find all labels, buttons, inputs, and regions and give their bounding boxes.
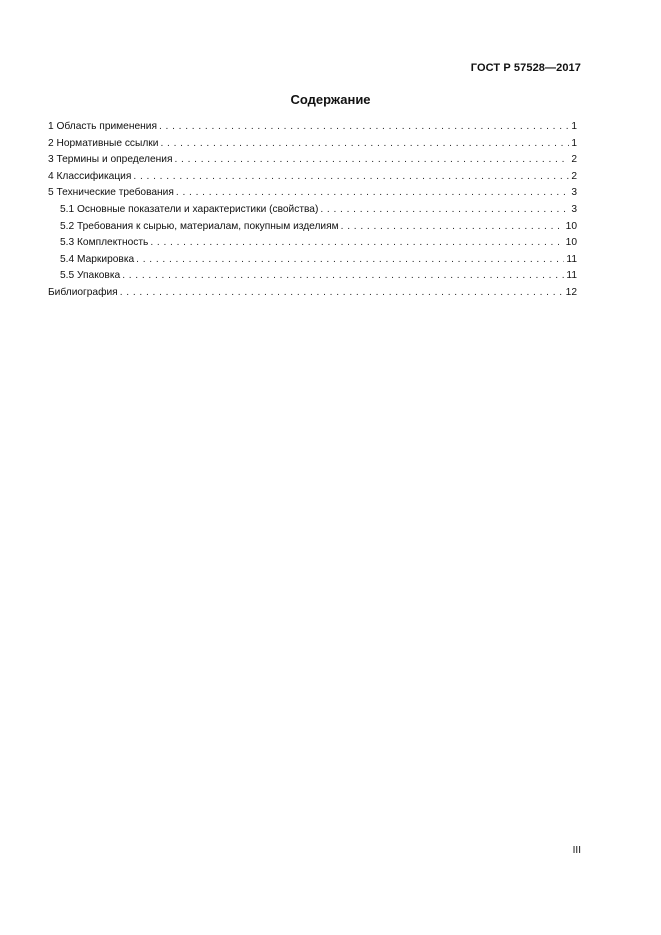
toc-entry-page: 12 bbox=[565, 286, 577, 298]
toc-entry[interactable] bbox=[48, 136, 577, 153]
toc-leader-dots bbox=[136, 252, 564, 269]
toc-entry[interactable] bbox=[48, 152, 577, 169]
toc-entry[interactable] bbox=[48, 285, 577, 302]
toc-entry-label: 5.3 Комплектность bbox=[60, 237, 149, 249]
toc-entry[interactable] bbox=[48, 169, 577, 186]
toc-subentry[interactable] bbox=[48, 268, 577, 285]
toc-leader-dots bbox=[159, 119, 569, 136]
toc-entry-label: 5.2 Требования к сырью, материалам, покупным изделиям bbox=[60, 220, 339, 232]
toc-leader-dots bbox=[176, 185, 569, 202]
toc-entry-page: 2 bbox=[571, 170, 577, 182]
toc-subentry[interactable] bbox=[48, 219, 577, 236]
toc-entry-label: 5.4 Маркировка bbox=[60, 253, 135, 265]
toc-leader-dots bbox=[120, 285, 564, 302]
toc-title: Содержание bbox=[290, 92, 371, 107]
toc-leader-dots bbox=[133, 169, 569, 186]
toc-leader-dots bbox=[122, 268, 564, 285]
toc-entry-label: 3 Термины и определения bbox=[48, 154, 173, 166]
toc-entry-label: 4 Классификация bbox=[48, 170, 132, 182]
toc-entry-page: 2 bbox=[571, 154, 577, 166]
toc-entry[interactable] bbox=[48, 185, 577, 202]
toc-entry-page: 10 bbox=[565, 220, 577, 232]
toc-entry-page: 1 bbox=[571, 121, 577, 132]
toc-entry-page: 3 bbox=[571, 187, 577, 199]
toc-entry-page: 11 bbox=[566, 253, 577, 265]
toc-leader-dots bbox=[150, 235, 563, 252]
toc-entry-label: 1 Область применения bbox=[48, 121, 157, 132]
toc-entry-label: 5.5 Упаковка bbox=[60, 270, 121, 282]
toc-entry-page: 10 bbox=[565, 237, 577, 249]
toc-leader-dots bbox=[174, 152, 569, 169]
document-code: ГОСТ Р 57528—2017 bbox=[470, 62, 581, 74]
toc-entry-page: 3 bbox=[571, 203, 577, 215]
toc-entry-page: 1 bbox=[571, 137, 577, 149]
toc-entry-label: Библиография bbox=[48, 286, 118, 298]
page-number: III bbox=[572, 845, 581, 856]
toc-entry-label: 2 Нормативные ссылки bbox=[48, 137, 159, 149]
toc-leader-dots bbox=[341, 219, 564, 236]
toc-subentry[interactable] bbox=[48, 252, 577, 269]
toc-subentry[interactable] bbox=[48, 202, 577, 219]
toc-leader-dots bbox=[320, 202, 569, 219]
toc-entry[interactable] bbox=[48, 119, 577, 136]
toc-entry-page: 11 bbox=[566, 270, 577, 282]
table-of-contents bbox=[48, 119, 577, 302]
toc-entry-label: 5.1 Основные показатели и характеристики (свойства) bbox=[60, 203, 319, 215]
toc-subentry[interactable] bbox=[48, 235, 577, 252]
toc-entry-label: 5 Технические требования bbox=[48, 187, 174, 199]
toc-leader-dots bbox=[160, 136, 569, 153]
